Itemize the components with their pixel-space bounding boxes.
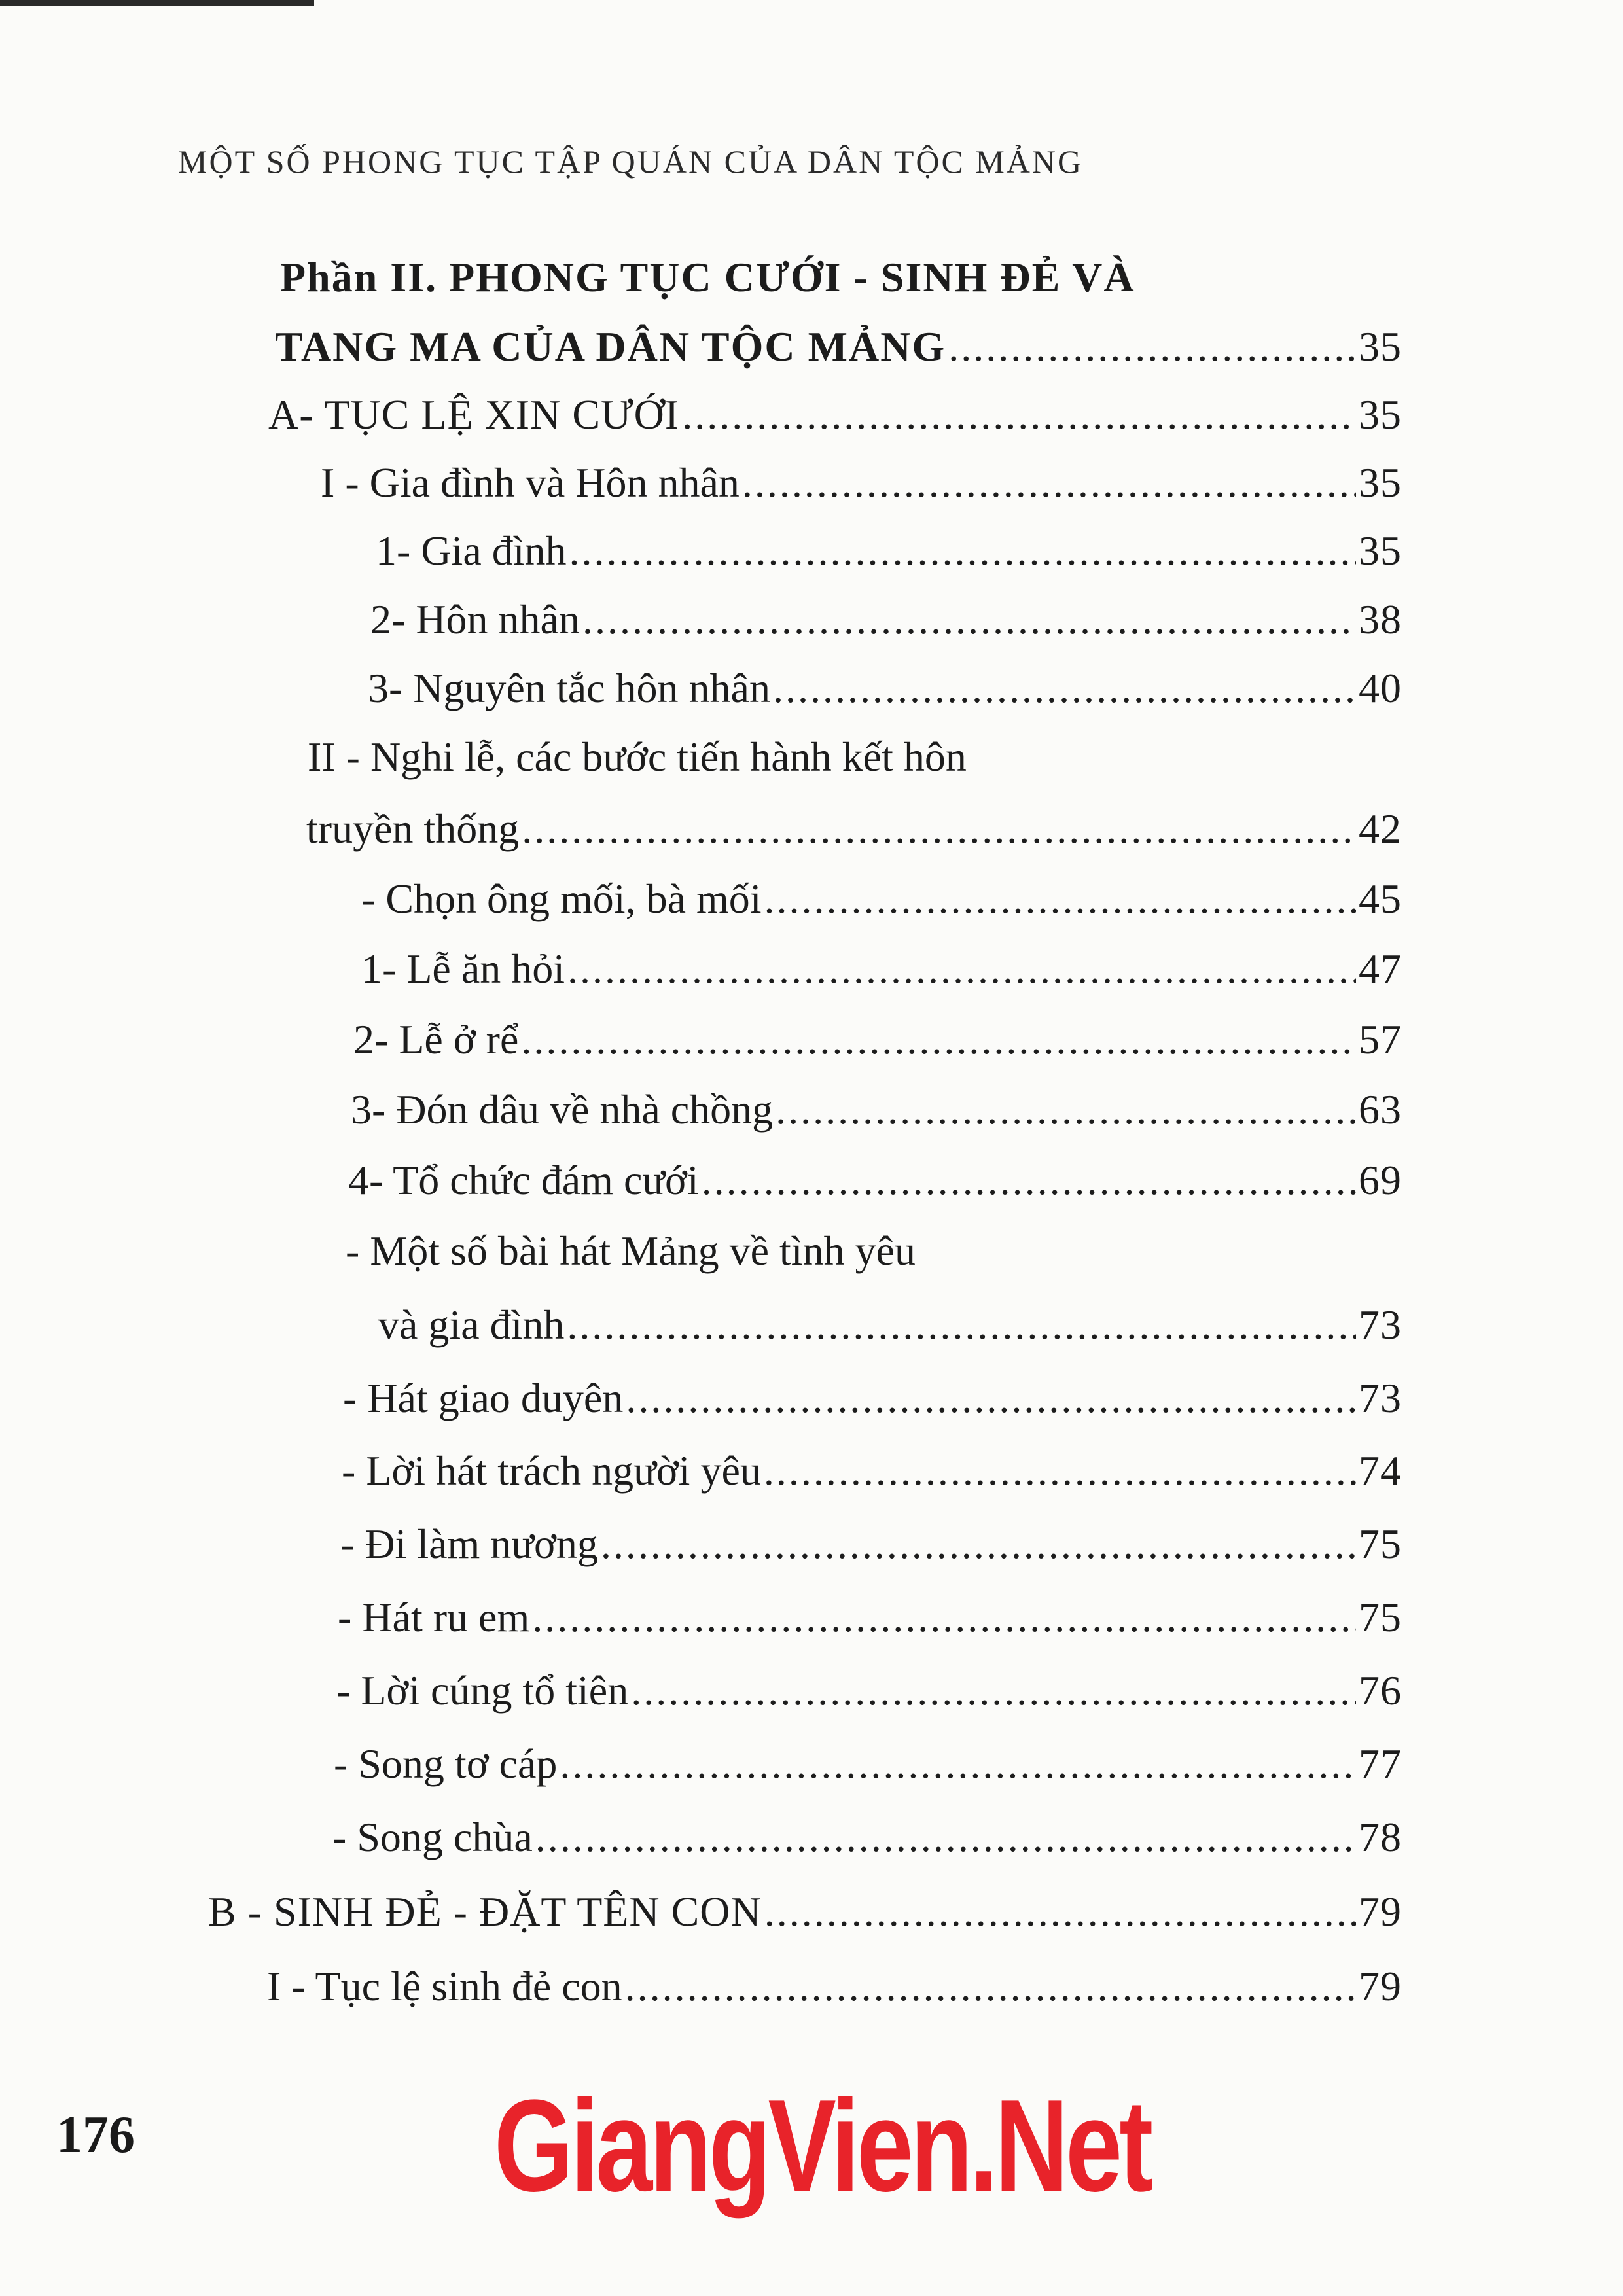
toc-entry [361,945,1402,992]
leader-dots [569,530,1357,572]
toc-entry [351,1086,1402,1133]
toc-entry-label: Phần II. PHONG TỤC CƯỚI - SINH ĐẺ VÀ [280,254,1135,300]
leader-dots [631,1670,1356,1712]
toc-entry-page: 45 [1359,875,1402,922]
toc-entry-page: 35 [1359,323,1402,370]
leader-dots [625,1966,1356,2007]
toc-entry-page: 47 [1359,945,1402,992]
toc-entry [348,1159,1402,1201]
leader-dots [682,394,1356,436]
leader-dots [948,326,1356,368]
leader-dots [626,1377,1356,1419]
toc-entry-label: và gia đình [378,1301,565,1348]
toc-entry-label: - Song tơ cáp [334,1740,558,1787]
toc-entry [361,875,1402,922]
leader-dots [764,878,1356,920]
leader-dots [601,1523,1356,1565]
toc-entry [321,459,1402,506]
leader-dots [522,808,1356,850]
leader-dots [532,1597,1356,1638]
toc-entry [306,805,1402,852]
toc-entry-label: I - Tục lệ sinh đẻ con [267,1963,622,2009]
toc-entry-label: - Lời cúng tổ tiên [336,1667,629,1714]
toc-entry-page: 69 [1359,1157,1402,1203]
toc-entry [378,1301,1402,1348]
toc-entry-label: - Lời hát trách người yêu [342,1447,761,1494]
toc-entry-page: 74 [1359,1447,1402,1494]
watermark-logo: GiangVien.Net [494,2073,1150,2219]
toc-entry [368,667,1402,709]
toc-entry [268,391,1402,438]
leader-dots [560,1743,1356,1785]
toc-entry-label: - Hát ru em [338,1594,530,1640]
leader-dots [535,1816,1356,1858]
toc-entry [376,527,1402,574]
toc-entry-page: 75 [1359,1521,1402,1567]
toc-entry-page: 73 [1359,1301,1402,1348]
toc-entry [336,1667,1402,1714]
leader-dots [567,1304,1356,1346]
toc-entry-label: truyền thống [306,805,520,852]
leader-dots [776,1089,1356,1131]
toc-entry-label: - Chọn ông mối, bà mối [361,875,762,922]
toc-entry-label: I - Gia đình và Hôn nhân [321,459,740,506]
toc-entry-label: 3- Đón dâu về nhà chồng [351,1086,774,1133]
toc-entry-page: 79 [1359,1888,1402,1935]
toc-entry [342,1447,1402,1494]
toc-entry-page: 76 [1359,1667,1402,1714]
toc-entry-page: 79 [1359,1963,1402,2009]
toc-entry-label: A- TỤC LỆ XIN CƯỚI [268,391,680,438]
toc-entry [353,1016,1402,1063]
toc-entry-label: TANG MA CỦA DÂN TỘC MẢNG [275,323,946,370]
toc-entry-label: - Một số bài hát Mảng về tình yêu [346,1227,916,1274]
toc-entry-label: - Hát giao duyên [343,1375,624,1421]
toc-entry [370,596,1402,643]
toc-entry [346,1227,916,1274]
leader-dots [764,1450,1356,1492]
toc-entry [308,733,967,780]
toc-entry [267,1963,1402,2009]
leader-dots [567,948,1356,990]
leader-dots [742,462,1356,504]
toc-entry-label: 2- Hôn nhân [370,596,580,643]
leader-dots [702,1159,1356,1201]
toc-entry [208,1888,1402,1935]
toc-entry-label: - Đi làm nương [340,1521,598,1567]
toc-entry [334,1740,1402,1787]
toc-entry-page: 63 [1359,1086,1402,1133]
toc-entry [332,1816,1402,1858]
running-head: MỘT SỐ PHONG TỤC TẬP QUÁN CỦA DÂN TỘC MẢNG [178,143,1084,180]
toc-entry-page: 77 [1359,1740,1402,1787]
leader-dots [773,667,1356,709]
toc-entry-label: II - Nghi lễ, các bước tiến hành kết hôn [308,733,967,780]
toc-entry-page: 42 [1359,805,1402,852]
toc-entry-page: 57 [1359,1016,1402,1063]
toc-entry [338,1594,1402,1640]
toc-entry-label: 1- Gia đình [376,527,567,574]
toc-entry-label: 2- Lễ ở rể [353,1016,519,1063]
toc-entry-label: 3- Nguyên tắc hôn nhân [368,665,770,711]
toc-entry-page: 75 [1359,1594,1402,1640]
leader-dots [582,599,1356,641]
toc-entry-page: 35 [1359,527,1402,574]
toc-entry-label: - Song chùa [332,1814,533,1860]
toc-entry [280,256,1135,298]
toc-entry-page: 35 [1359,459,1402,506]
toc-entry-label: B - SINH ĐẺ - ĐẶT TÊN CON [208,1888,762,1935]
toc-entry-page: 35 [1359,391,1402,438]
toc-entry-page: 78 [1359,1814,1402,1860]
toc-entry-page: 40 [1359,665,1402,711]
toc-entry-label: 1- Lễ ăn hỏi [361,945,565,992]
leader-dots [764,1891,1356,1933]
toc-entry-label: 4- Tổ chức đám cưới [348,1157,699,1203]
toc-entry [340,1523,1402,1565]
page-number: 176 [56,2106,135,2164]
toc-entry-page: 73 [1359,1375,1402,1421]
leader-dots [521,1019,1356,1061]
toc-entry [275,323,1402,370]
toc-entry-page: 38 [1359,596,1402,643]
toc-entry [343,1377,1402,1419]
